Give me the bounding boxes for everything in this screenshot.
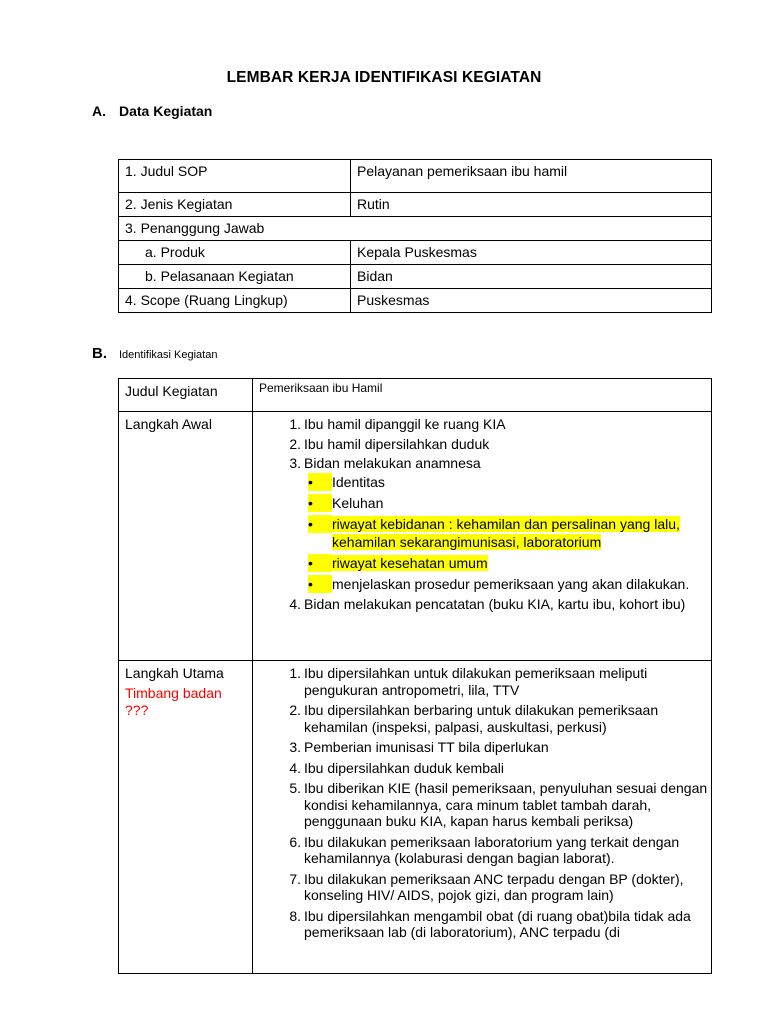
- step-text: Ibu diberikan KIE (hasil pemeriksaan, penyuluhan sesuai dengan kondisi kehamilannya, cara minum tablet tambah darah, penggunaan buku KIA, kapan harus kembali periksa): [304, 780, 708, 829]
- bullet-icon: •: [308, 494, 333, 511]
- row-value: Bidan: [351, 265, 712, 289]
- table-row: [119, 265, 712, 289]
- row-label: 3. Penanggung Jawab: [119, 217, 712, 241]
- langkah-utama-cell: [119, 661, 253, 974]
- step-number: 8.: [289, 907, 301, 924]
- step-text: Ibu hamil dipersilahkan duduk: [304, 435, 490, 452]
- timbang-note: Timbang badan ???: [125, 685, 222, 718]
- section-b-title: Identifikasi Kegiatan: [119, 349, 218, 361]
- row-label: 1. Judul SOP: [119, 160, 351, 193]
- bullet-text: Keluhan: [332, 494, 384, 511]
- row-value: Pelayanan pemeriksaan ibu hamil: [351, 160, 712, 193]
- row-label: a. Produk: [119, 241, 351, 265]
- step-number: 2.: [289, 702, 301, 718]
- section-a-heading: [92, 103, 212, 119]
- step-number: 2.: [289, 435, 301, 452]
- table-row: [119, 289, 712, 313]
- section-b-letter: B.: [92, 345, 107, 362]
- row-value: Rutin: [351, 193, 712, 217]
- step-text: Pemberian imunisasi TT bila diperlukan: [304, 739, 549, 755]
- row-label: b. Pelasanaan Kegiatan: [119, 265, 351, 289]
- step-text: Ibu dipersilahkan mengambil obat (di ruang obat)bila tidak ada pemeriksaan lab (di laboratorium), ANC terpadu (di: [304, 907, 691, 940]
- step-number: 4.: [289, 595, 301, 612]
- list-item: [253, 739, 711, 756]
- langkah-utama-label: Langkah Utama: [125, 665, 224, 681]
- step-text: Bidan melakukan anamnesa: [304, 455, 481, 471]
- step-number: 5.: [289, 780, 301, 796]
- list-item: [253, 702, 711, 735]
- step-number: 1.: [289, 416, 301, 432]
- list-item: [253, 416, 711, 433]
- judul-kegiatan-label: Judul Kegiatan: [119, 379, 253, 412]
- langkah-awal-content: [253, 412, 712, 661]
- section-a-title: Data Kegiatan: [119, 103, 213, 119]
- document-title: LEMBAR KERJA IDENTIFIKASI KEGIATAN: [226, 69, 542, 86]
- list-item: [253, 834, 711, 867]
- judul-kegiatan-value: Pemeriksaan ibu Hamil: [253, 379, 712, 412]
- anamnesa-bullets: [304, 473, 711, 593]
- step-text: Bidan melakukan pencatatan (buku KIA, kartu ibu, kohort ibu): [304, 595, 686, 612]
- row-label: 4. Scope (Ruang Lingkup): [119, 289, 351, 313]
- list-item: [304, 515, 711, 551]
- bullet-text: riwayat kebidanan : kehamilan dan persalinan yang lalu, kehamilan sekarangimunisasi, laboratorium: [332, 515, 680, 550]
- data-kegiatan-table: [118, 159, 712, 313]
- bullet-icon: •: [308, 515, 333, 532]
- table-row: [119, 241, 712, 265]
- bullet-text: Identitas: [332, 473, 385, 490]
- table-row: [119, 193, 712, 217]
- step-number: 3.: [289, 739, 301, 755]
- step-number: 6.: [289, 833, 301, 850]
- table-row: [119, 661, 712, 974]
- step-number: 3.: [289, 455, 301, 471]
- list-item: [253, 455, 711, 593]
- step-number: 4.: [289, 759, 301, 776]
- section-a-letter: A.: [92, 103, 106, 119]
- table-row: [119, 160, 712, 193]
- langkah-awal-steps: [253, 416, 711, 612]
- row-value: Kepala Puskesmas: [351, 241, 712, 265]
- step-text: Ibu hamil dipanggil ke ruang KIA: [304, 416, 506, 432]
- step-text: Ibu dipersilahkan berbaring untuk dilakukan pemeriksaan kehamilan (inspeksi, palpasi, auskultasi, perkusi): [304, 702, 659, 735]
- bullet-icon: •: [308, 473, 333, 490]
- step-text: Ibu dilakukan pemeriksaan ANC terpadu dengan BP (dokter), konseling HIV/ AIDS, pojok gizi, dan program lain): [304, 870, 684, 903]
- bullet-icon: •: [308, 554, 333, 571]
- langkah-utama-content: [253, 661, 712, 974]
- bullet-icon: •: [308, 575, 333, 592]
- list-item: [253, 908, 711, 941]
- list-item: [253, 871, 711, 904]
- langkah-awal-label: Langkah Awal: [119, 412, 253, 661]
- table-row: [119, 217, 712, 241]
- step-number: 7.: [289, 870, 301, 887]
- list-item: [253, 665, 711, 698]
- list-item: [304, 575, 711, 593]
- identifikasi-kegiatan-table: [118, 378, 712, 974]
- table-row: [119, 412, 712, 661]
- step-text: Ibu dilakukan pemeriksaan laboratorium yang terkait dengan kehamilannya (kolaburasi dengan bagian laborat).: [304, 833, 680, 866]
- table-row: [119, 379, 712, 412]
- list-item: [253, 780, 711, 830]
- bullet-text: riwayat kesehatan umum: [332, 554, 488, 571]
- langkah-utama-steps: [253, 665, 711, 941]
- section-b-heading: [92, 345, 217, 363]
- step-text: Ibu dipersilahkan untuk dilakukan pemeriksaan meliputi pengukuran antropometri, lila, TTV: [304, 665, 648, 698]
- list-item: [253, 760, 711, 777]
- step-text: Ibu dipersilahkan duduk kembali: [304, 759, 505, 776]
- list-item: [253, 436, 711, 453]
- list-item: [253, 596, 711, 613]
- step-number: 1.: [289, 665, 301, 681]
- row-value: Puskesmas: [351, 289, 712, 313]
- list-item: [304, 554, 711, 572]
- list-item: [304, 473, 711, 491]
- bullet-text: menjelaskan prosedur pemeriksaan yang akan dilakukan.: [332, 575, 690, 592]
- list-item: [304, 494, 711, 512]
- row-label: 2. Jenis Kegiatan: [119, 193, 351, 217]
